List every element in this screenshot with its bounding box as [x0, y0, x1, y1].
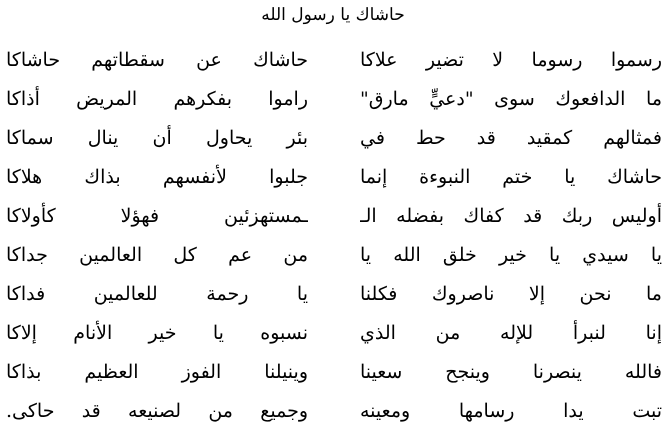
verse-first-hemistich: رسموا رسوما لا تضير علاكا [360, 49, 662, 71]
verse [0, 81, 666, 117]
verse-second-hemistich: جلبوا لأنفسهم بذاك هلاكا [6, 166, 308, 188]
poem-body [0, 42, 666, 432]
verse-first-hemistich: يا سيدي يا خير خلق الله يا [360, 244, 662, 266]
verse-second-hemistich: راموا بفكرهم المريض أذاكا [6, 88, 308, 110]
poem-title: حاشاك يا رسول الله [261, 5, 405, 25]
verse-second-hemistich: ـمستهزئين فهؤلا كأولاكا [6, 205, 308, 227]
verse [0, 42, 666, 78]
verse [0, 315, 666, 351]
verse-first-hemistich: ما نحن إلا ناصروك فكلنا [360, 283, 662, 305]
verse [0, 159, 666, 195]
verse-first-hemistich: ما الدافعوك سوى "دعيٍّ مارق" [360, 88, 662, 110]
verse [0, 276, 666, 312]
verse-second-hemistich: من عم كل العالمين جداكا [6, 244, 308, 266]
verse [0, 393, 666, 429]
verse [0, 237, 666, 273]
verse-first-hemistich: إنا لنبرأ للإله من الذي [360, 322, 662, 344]
verse-second-hemistich: يا رحمة للعالمين فداكا [6, 283, 308, 305]
verse [0, 354, 666, 390]
verse-first-hemistich: حاشاك يا ختم النبوءة إنما [360, 166, 662, 188]
verse-first-hemistich: فمثالهم كمقيد قد حط في [360, 127, 662, 149]
verse-first-hemistich: فالله ينصرنا وينجح سعينا [360, 361, 662, 383]
verse-second-hemistich: وجميع من لصنيعه قد حاكى. [6, 400, 308, 422]
verse-first-hemistich: أوليس ربك قد كفاك بفضله الـ [360, 205, 662, 227]
verse [0, 120, 666, 156]
verse-second-hemistich: وينيلنا الفوز العظيم بذاكا [6, 361, 308, 383]
verse-first-hemistich: تبت يدا رسامها ومعينه [360, 400, 662, 422]
verse-second-hemistich: بئر يحاول أن ينال سماكا [6, 127, 308, 149]
verse-second-hemistich: حاشاك عن سقطاتهم حاشاكا [6, 49, 308, 71]
verse-second-hemistich: نسبوه يا خير الأنام إلاكا [6, 322, 308, 344]
verse [0, 198, 666, 234]
